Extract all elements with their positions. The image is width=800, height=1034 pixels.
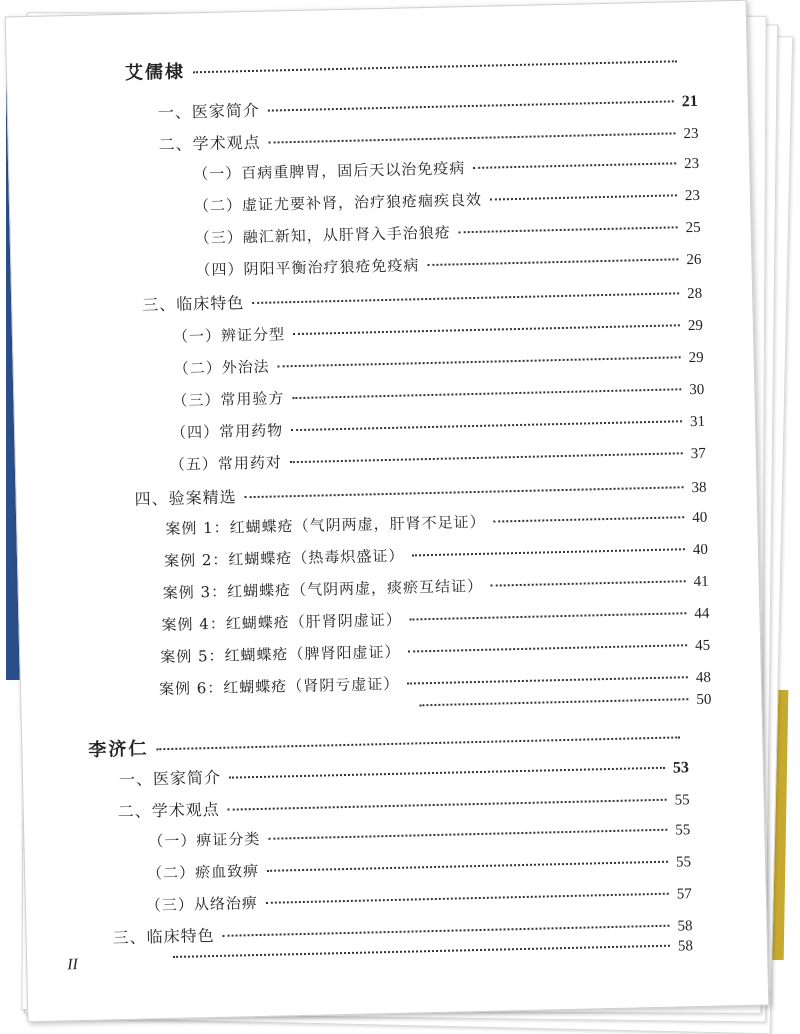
leader-dots — [193, 60, 677, 73]
toc-entry-label: （四）阴阳平衡治疗狼疮免疫病 — [195, 256, 420, 280]
toc-entry-page: 31 — [689, 413, 706, 431]
toc-entry-label: 三、临床特色 — [142, 293, 245, 315]
toc-page — [5, 0, 770, 1022]
toc-section-title[interactable] — [125, 46, 685, 85]
leader-dots — [229, 767, 665, 779]
toc-entry-page: 55 — [675, 822, 691, 839]
toc-entry-page: 41 — [693, 573, 709, 591]
leader-dots — [267, 861, 668, 872]
leader-dots — [410, 612, 687, 620]
toc-entry[interactable] — [147, 850, 691, 888]
toc-entry-page: 28 — [686, 285, 703, 303]
leader-dots — [293, 324, 680, 335]
toc-entry[interactable] — [193, 152, 699, 189]
toc-entry-label: （三）常用验方 — [172, 389, 285, 410]
leader-dots — [252, 292, 679, 304]
toc-entry-label: 案例 1：红蝴蝶疮（气阴两虚，肝肾不足证） — [165, 512, 486, 539]
toc-entry-label: 案例 5：红蝴蝶疮（脾肾阳虚证） — [160, 642, 401, 667]
toc-entry[interactable] — [160, 634, 710, 672]
page-number: II — [67, 956, 79, 974]
toc-entry[interactable] — [142, 280, 702, 319]
toc-entry-label: （五）常用药对 — [169, 453, 283, 474]
toc-entry[interactable] — [158, 120, 698, 158]
toc-entry-page: 38 — [691, 479, 707, 497]
leader-dots — [459, 226, 678, 233]
toc-entry-label: （三）融汇新知，从肝肾入手治狼疮 — [194, 223, 451, 248]
toc-entry-page: 23 — [684, 187, 701, 205]
toc-entry[interactable] — [161, 602, 709, 640]
toc-entry-page: 30 — [689, 381, 705, 399]
toc-entry[interactable] — [173, 314, 703, 352]
leader-dots — [427, 258, 678, 266]
toc-entry[interactable] — [163, 570, 709, 608]
toc-entry-label: （一）百病重脾胃，固后天以治免疫病 — [193, 159, 466, 184]
toc-entry-label: 四、验案精选 — [134, 487, 237, 509]
toc-entry-page: 55 — [675, 854, 692, 871]
toc-entry-page: 58 — [677, 918, 693, 935]
toc-entry[interactable] — [170, 442, 706, 480]
toc-entry-label: 案例 4：红蝴蝶疮（肝肾阴虚证） — [161, 610, 403, 635]
toc-entry-label: 案例 2：红蝴蝶疮（热毒炽盛证） — [163, 546, 405, 571]
toc-entry[interactable] — [195, 248, 701, 285]
toc-entry-page: 23 — [683, 125, 699, 143]
leader-dots — [491, 580, 686, 586]
section-name: 李济仁 — [88, 738, 149, 761]
leader-dots — [292, 388, 681, 399]
toc-entry[interactable] — [194, 184, 700, 221]
toc-entry-label: 三、临床特色 — [112, 926, 215, 948]
toc-entry-page: 50 — [696, 691, 712, 709]
leader-dots — [278, 356, 681, 367]
toc-entry[interactable] — [164, 538, 708, 576]
toc-entry-label: （一）痹证分类 — [148, 829, 261, 851]
leader-dots — [408, 644, 687, 652]
leader-dots — [419, 698, 688, 706]
toc-entry[interactable] — [172, 378, 704, 416]
toc-entry-page: 58 — [677, 938, 694, 955]
toc-entry-page: 29 — [687, 317, 704, 335]
toc-entry-page: 21 — [681, 92, 698, 111]
toc-entry-label: 一、医家简介 — [118, 767, 222, 790]
leader-dots — [269, 132, 676, 143]
leader-dots — [290, 452, 683, 463]
leader-dots — [268, 100, 674, 111]
toc-entry[interactable] — [148, 818, 690, 856]
toc-entry-page: 53 — [672, 759, 690, 777]
toc-entry-page: 55 — [674, 792, 690, 809]
toc-entry-page: 37 — [690, 445, 706, 463]
toc-entry-page: 48 — [695, 669, 712, 687]
toc-entry[interactable] — [173, 346, 703, 384]
leader-dots — [268, 829, 667, 840]
toc-entry-page: 23 — [684, 155, 700, 173]
toc-entry-page: 40 — [692, 541, 709, 559]
toc-entry-label: 一、医家简介 — [157, 100, 261, 123]
toc-entry[interactable] — [158, 88, 698, 126]
toc-entry-page: 25 — [685, 219, 701, 237]
leader-dots — [407, 676, 688, 684]
toc-entry-label: 案例 3：红蝴蝶疮（气阴两虚，痰瘀互结证） — [162, 576, 484, 603]
leader-dots — [228, 799, 667, 811]
leader-dots — [223, 925, 670, 937]
leader-dots — [156, 736, 680, 750]
toc-entry[interactable] — [195, 216, 701, 253]
toc-entry-page: 40 — [692, 509, 708, 527]
toc-entry-page: 26 — [686, 251, 702, 269]
leader-dots — [266, 893, 669, 904]
toc-entry-page: 57 — [676, 886, 692, 903]
toc-entry-label: （二）虚证尤要补肾，治疗狼疮痼疾良效 — [193, 190, 483, 216]
toc-entry-page: 45 — [694, 637, 711, 655]
leader-dots — [494, 516, 685, 522]
toc-entry-label: （二）外治法 — [173, 357, 270, 378]
leader-dots — [473, 162, 676, 169]
leader-dots — [412, 548, 685, 556]
section-name: 艾儒棣 — [124, 61, 186, 84]
toc-entry[interactable] — [171, 410, 705, 448]
leader-dots — [291, 420, 682, 431]
toc-entry-page: 44 — [694, 605, 710, 623]
toc-entry-label: 二、学术观点 — [117, 799, 220, 822]
leader-dots — [245, 486, 684, 498]
toc-entry-label: （一）辨证分型 — [172, 325, 286, 346]
toc-entry[interactable] — [165, 506, 707, 544]
toc-entry-label: （四）常用药物 — [170, 421, 284, 442]
toc-entry-label: （三）从络治痹 — [145, 894, 259, 915]
toc-entry-label: 二、学术观点 — [158, 132, 261, 155]
toc-entry-page: 29 — [688, 349, 704, 367]
leader-dots — [490, 194, 677, 200]
toc-entry-label: （二）瘀血致痹 — [146, 861, 260, 883]
toc-entry-label: 案例 6：红蝴蝶疮（肾阴亏虚证） — [158, 674, 400, 699]
